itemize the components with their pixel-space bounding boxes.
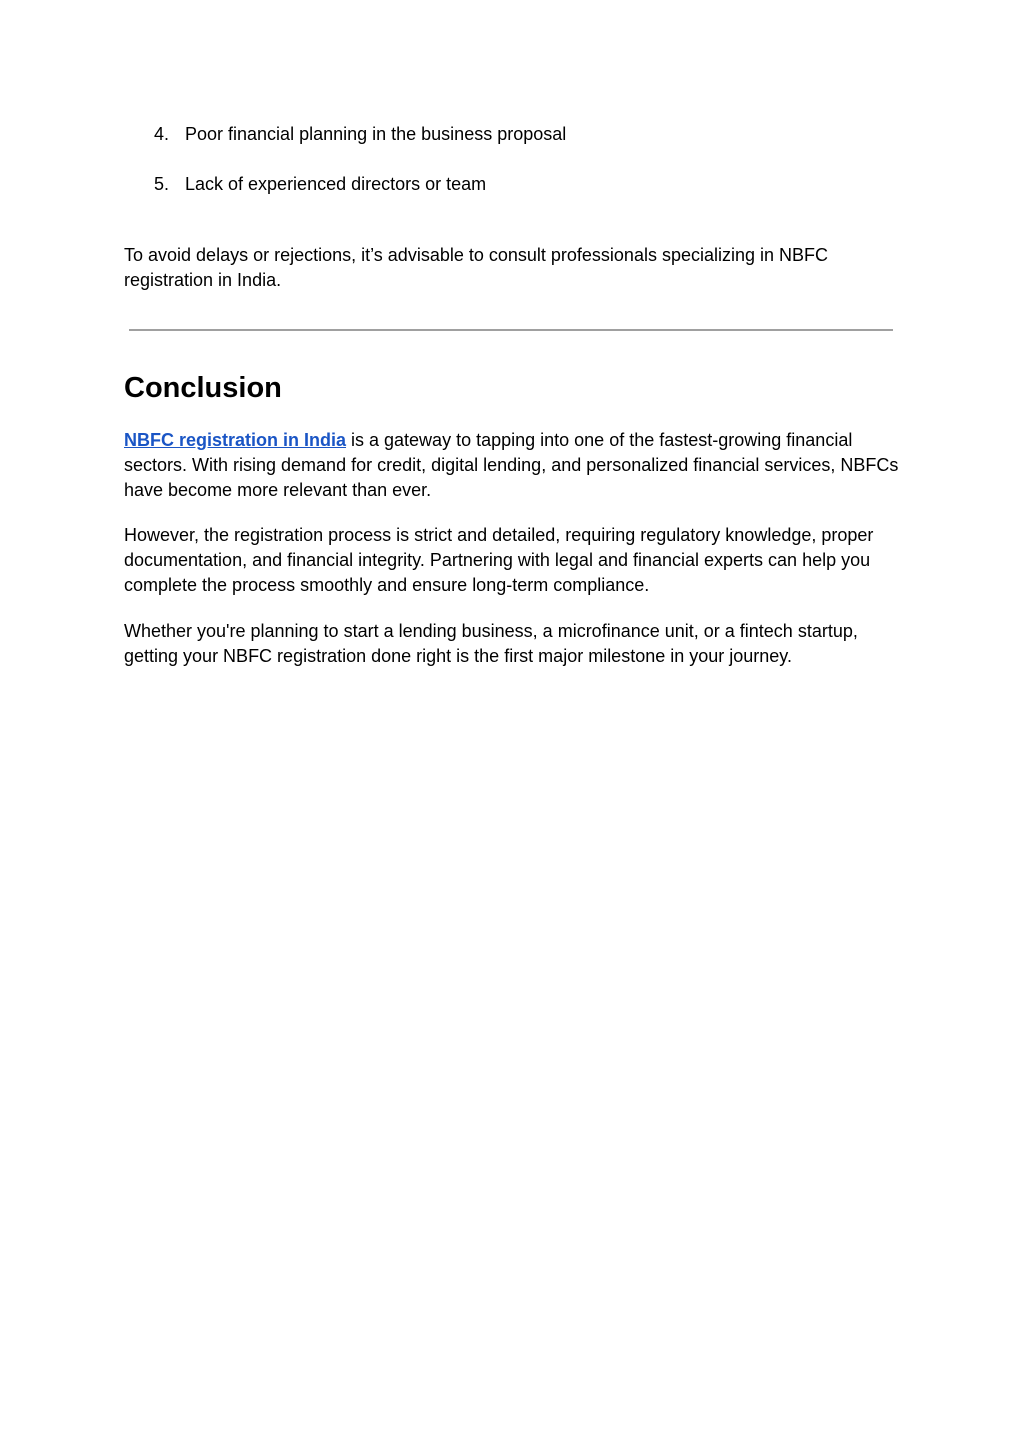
- horizontal-divider: [129, 329, 893, 331]
- section-heading: Conclusion: [124, 372, 282, 404]
- conclusion-paragraph-1: [124, 428, 914, 503]
- list-item: [154, 122, 566, 147]
- paragraph-text: is a gateway to tapping into one of the fastest-growing financial sectors. With rising demand for credit, digital lending, and personalized financial services, NBFCs have become more relevant than ever.: [124, 430, 899, 500]
- conclusion-paragraph-2: However, the registration process is strict and detailed, requiring regulatory knowledge, proper documentation, and financial integrity. Partnering with legal and financial experts can help you complete the process smoothly and ensure long-term compliance.: [124, 525, 874, 595]
- list-item-text: Lack of experienced directors or team: [185, 174, 487, 194]
- nbfc-registration-link[interactable]: NBFC registration in India: [124, 430, 347, 450]
- intro-paragraph: To avoid delays or rejections, it’s advisable to consult professionals specializing in NBFC registration in India.: [124, 245, 829, 290]
- list-item-text: Poor financial planning in the business proposal: [185, 124, 567, 144]
- conclusion-paragraph-3: Whether you're planning to start a lending business, a microfinance unit, or a fintech startup, getting your NBFC registration done right is the first major milestone in your journey.: [124, 621, 858, 666]
- list-number: 4.: [154, 124, 170, 144]
- list-item: [154, 172, 486, 197]
- list-number: 5.: [154, 174, 170, 194]
